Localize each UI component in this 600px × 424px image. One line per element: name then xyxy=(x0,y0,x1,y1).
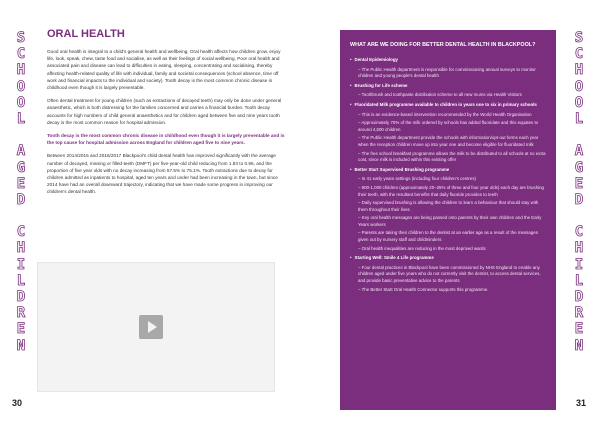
side-label-right: S C H O O L A G E D C H I L D R E N xyxy=(574,30,584,354)
section-item: – Approximately 70% of the milk ordered by schools has added fluoridate and this equates to around 4,500 children xyxy=(358,120,546,133)
section-item: – 900-1,000 children (approximately 20–25% of three and four year olds) each day are brushing their teeth, with the resultant benefits that daily fluoride provides to teeth xyxy=(358,185,546,198)
left-column xyxy=(47,28,285,202)
section-item: – In 41 early years settings (including four children's centres) xyxy=(358,176,546,183)
section-heading: • Brushing for Life scheme xyxy=(350,83,546,90)
section-item: – Oral health inequalities are reducing in the most deprived wards xyxy=(358,246,546,253)
section-item: – The Public Health department is responsible for commissioning annual surveys to monitor children and young people's dental health xyxy=(358,67,546,80)
paragraph: Between 2014/2015 and 2016/2017 Blackpool's child dental health has improved significantly with the average number of decayed, missing or filled-teeth (DMFT) per five-year-old child reducing from 1.83 to 0.96, and the proportion of five year olds with no decay increasing from 57.5% to 75.1%. Tooth extractions due to decay for children admitted as inpatients to hospital, aged ten years and under had been increasing in the town, but since 2014 have had an overall downward trajectory, indicating that we have made some progress in improving our children's dental health. xyxy=(47,153,278,195)
section-heading: • Fluoridated Milk programme available to children in years one to six in primary schools xyxy=(350,102,546,109)
page-title: ORAL HEALTH xyxy=(47,28,125,40)
section-item: – The Public Health department provide the schools with information/opt-out forms each year when the reception children move up into year one and become eligible for fluoridated milk xyxy=(358,135,546,148)
play-icon[interactable] xyxy=(139,315,163,339)
info-panel xyxy=(340,30,556,410)
page-number-right: 31 xyxy=(576,398,587,408)
section-item: – Toothbrush and toothpaste distribution scheme to all new mums via Health Visitors xyxy=(358,92,546,99)
panel-title: WHAT ARE WE DOING FOR BETTER DENTAL HEALTH IN BLACKPOOL? xyxy=(350,42,536,48)
section-heading: • Starting Well: Smile 4 Life programme xyxy=(350,255,546,262)
panel-sections xyxy=(350,57,546,293)
section-item: – Four dental practices in Blackpool have been commissioned by NHS England to enable any children aged under five years who do not currently visit the dentist, to access dental services, and provide basic preventative advice to the parents xyxy=(358,265,546,285)
section-item: – The free school breakfast programme allows the milk to be distributed to all schools at no extra cost, since milk is included within this existing offer xyxy=(358,151,546,164)
section-item: – Parents are taking their children to the dentist at an earlier age as a result of the messages given out by nursery staff and childminders xyxy=(358,230,546,243)
section-item: – This is an evidence-based intervention recommended by the World Health Organisation xyxy=(358,112,546,119)
paragraph: Good oral health is integral to a child's general health and wellbeing. Oral health affects how children grow, enjoy life, look, speak, chew, taste food and socialise, as well as their feelings of social wellbeing. Poor oral health and associated pain and disease can lead to difficulties in eating, sleeping, concentrating and socialising, thereby affecting health-related quality of life with individual, family and societal consequences (school absence, time off work and financial impacts to the individual and society). Tooth decay is the most common chronic disease in childhood even though it is largely preventable. xyxy=(47,49,281,91)
page-number-left: 30 xyxy=(12,398,23,408)
paragraphs xyxy=(47,48,285,196)
section-item: – Daily supervised brushing is allowing the children to learn a behaviour that should stay with them throughout their lives xyxy=(358,200,546,213)
video-player[interactable] xyxy=(37,262,275,392)
paragraph: Tooth decay is the most common chronic disease in childhood even though it is largely preventable and is the top cause for hospital admission across England for children aged five to nine years. xyxy=(47,133,285,146)
section-heading: • Dental Epidemiology xyxy=(350,57,546,64)
section-item: – The Better Start Oral Health Connector supports this programme. xyxy=(358,287,546,294)
section-item: – Key oral health messages are being passed onto parents by their own children and the Early Years workers xyxy=(358,215,546,228)
paragraph: Often dental treatment for young children (such as extractions of decayed teeth) may only be done under general anaesthetic, which is both distressing for the families concerned and carries a financial burden. Tooth decay accounts for high numbers of child general anaesthetics and for children aged between five and nine years tooth decay is the most common reason for hospital admission. xyxy=(47,98,282,125)
section-heading: • Better Start Supervised Brushing programme xyxy=(350,167,546,174)
side-label-left: S C H O O L A G E D C H I L D R E N xyxy=(16,30,26,354)
